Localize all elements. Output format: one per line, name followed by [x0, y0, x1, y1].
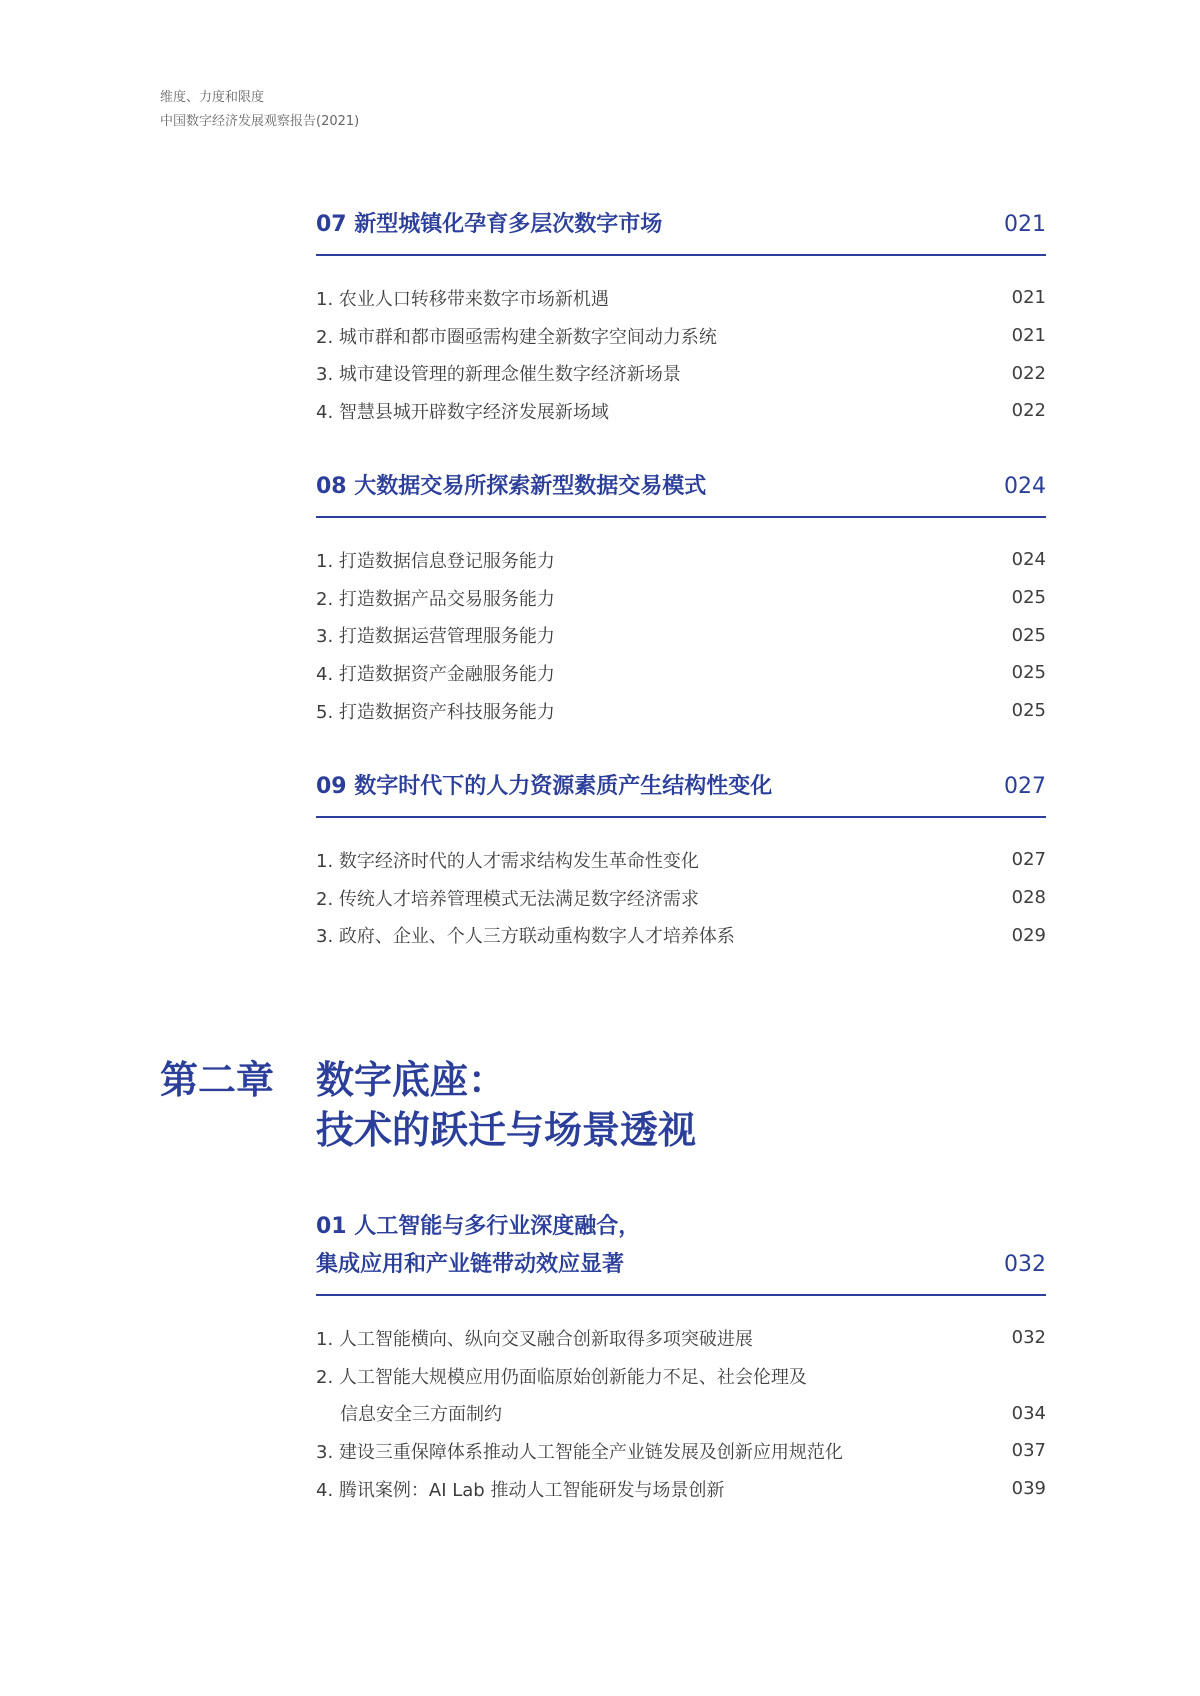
section-title[interactable]: 09 数字时代下的人力资源素质产生结构性变化 [316, 774, 773, 799]
entry-text: 2. 城市群和都市圈亟需构建全新数字空间动力系统 [316, 326, 717, 348]
toc-entry[interactable] [316, 841, 1046, 879]
entry-list [316, 541, 1046, 729]
entry-text: 5. 打造数据资产科技服务能力 [316, 701, 555, 723]
toc-entry[interactable] [316, 1432, 1046, 1470]
toc-entry[interactable] [316, 279, 1046, 317]
entry-list [316, 279, 1046, 430]
section-heading [316, 206, 1046, 256]
chapter-heading [160, 1055, 696, 1155]
section-title-line-2: 集成应用和产业链带动效应显著 [316, 1252, 625, 1277]
toc-entry[interactable] [316, 317, 1046, 355]
toc-entry[interactable] [316, 1470, 1046, 1508]
entry-list [316, 1319, 1046, 1507]
toc-entry[interactable] [316, 579, 1046, 617]
toc-section-09 [316, 768, 1046, 954]
header-line-1: 维度、力度和限度 [160, 90, 265, 105]
entry-page-number: 022 [1011, 362, 1046, 384]
toc-entry[interactable] [316, 879, 1046, 917]
entry-page-number: 022 [1011, 400, 1046, 422]
entry-text: 3. 政府、企业、个人三方联动重构数字人才培养体系 [316, 926, 735, 948]
entry-page-number: 039 [1011, 1478, 1046, 1500]
section-heading [316, 468, 1046, 518]
toc-entry[interactable] [316, 541, 1046, 579]
header-line-2: 中国数字经济发展观察报告(2021) [160, 114, 360, 129]
entry-text: 2. 人工智能大规模应用仍面临原始创新能力不足、社会伦理及 [316, 1366, 807, 1388]
entry-text: 4. 智慧县城开辟数字经济发展新场域 [316, 401, 609, 423]
section-title-line-1: 01 人工智能与多行业深度融合， [316, 1214, 641, 1239]
entry-text: 1. 打造数据信息登记服务能力 [316, 550, 555, 572]
entry-text: 4. 腾讯案例：AI Lab 推动人工智能研发与场景创新 [316, 1479, 725, 1501]
section-page-number: 032 [1004, 1252, 1046, 1277]
chapter-title-line-2: 技术的跃迁与场景透视 [316, 1108, 697, 1152]
toc-section-ch2-01 [316, 1208, 1046, 1507]
section-title[interactable]: 08 大数据交易所探索新型数据交易模式 [316, 474, 707, 499]
entry-page-number: 027 [1011, 849, 1046, 871]
entry-page-number: 025 [1011, 587, 1046, 609]
toc-entry[interactable] [316, 1357, 1046, 1395]
section-heading [316, 1208, 1046, 1296]
entry-list [316, 841, 1046, 954]
entry-text: 3. 打造数据运营管理服务能力 [316, 626, 555, 648]
chapter-number: 第二章 [160, 1058, 275, 1102]
toc-entry[interactable] [316, 692, 1046, 730]
entry-page-number: 021 [1011, 287, 1046, 309]
entry-text: 3. 城市建设管理的新理念催生数字经济新场景 [316, 364, 681, 386]
entry-page-number: 037 [1011, 1440, 1046, 1462]
entry-page-number: 025 [1011, 662, 1046, 684]
section-page-number: 021 [1004, 212, 1046, 237]
entry-page-number: 034 [1011, 1402, 1046, 1424]
entry-text: 4. 打造数据资产金融服务能力 [316, 663, 555, 685]
entry-text: 3. 建设三重保障体系推动人工智能全产业链发展及创新应用规范化 [316, 1441, 843, 1463]
entry-page-number: 028 [1011, 887, 1046, 909]
toc-entry[interactable] [316, 654, 1046, 692]
entry-text: 1. 数字经济时代的人才需求结构发生革命性变化 [316, 850, 699, 872]
section-title[interactable] [316, 1208, 640, 1284]
toc-entry[interactable] [316, 616, 1046, 654]
entry-page-number: 025 [1011, 700, 1046, 722]
entry-text: 2. 传统人才培养管理模式无法满足数字经济需求 [316, 888, 699, 910]
toc-section-07 [316, 206, 1046, 430]
chapter-title-line-1: 数字底座： [316, 1058, 507, 1102]
section-page-number: 024 [1004, 474, 1046, 499]
section-page-number: 027 [1004, 774, 1046, 799]
toc-entry-continuation[interactable] [316, 1394, 1046, 1432]
running-header [160, 86, 359, 134]
section-heading [316, 768, 1046, 818]
entry-page-number: 032 [1011, 1327, 1046, 1349]
entry-page-number: 025 [1011, 624, 1046, 646]
toc-entry[interactable] [316, 392, 1046, 430]
entry-text: 1. 人工智能横向、纵向交叉融合创新取得多项突破进展 [316, 1328, 753, 1350]
toc-section-08 [316, 468, 1046, 729]
entry-page-number: 021 [1011, 325, 1046, 347]
toc-entry[interactable] [316, 1319, 1046, 1357]
chapter-title [316, 1055, 696, 1155]
section-title[interactable]: 07 新型城镇化孕育多层次数字市场 [316, 212, 663, 237]
toc-entry[interactable] [316, 916, 1046, 954]
entry-text: 1. 农业人口转移带来数字市场新机遇 [316, 288, 609, 310]
entry-page-number: 029 [1011, 924, 1046, 946]
entry-page-number: 024 [1011, 549, 1046, 571]
toc-entry[interactable] [316, 354, 1046, 392]
entry-text: 2. 打造数据产品交易服务能力 [316, 588, 555, 610]
entry-text: 信息安全三方面制约 [340, 1404, 502, 1426]
